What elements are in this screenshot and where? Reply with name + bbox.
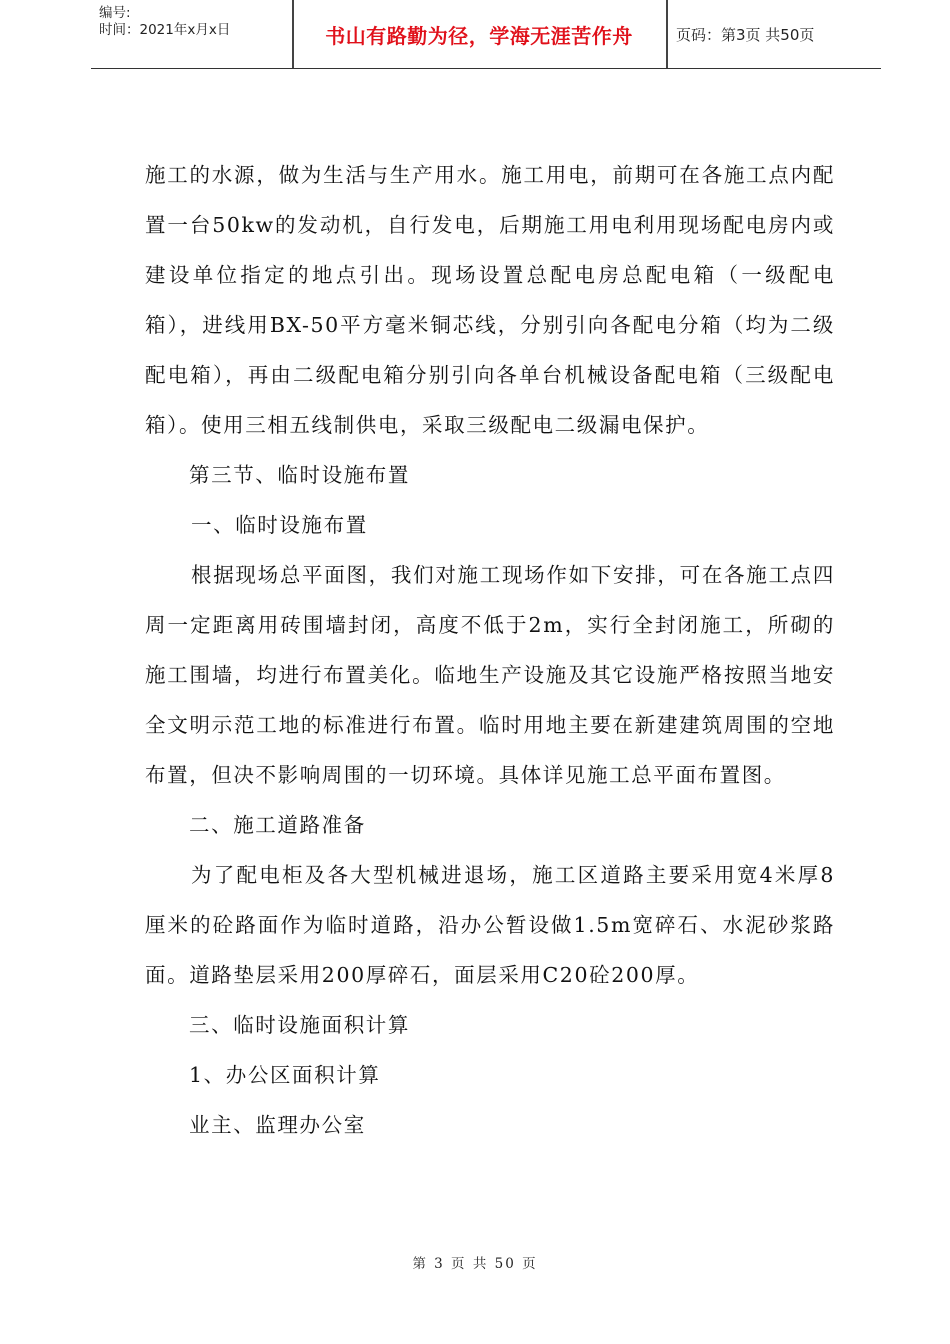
subsection-heading: 二、施工道路准备 — [189, 813, 366, 837]
header-page-info: 页码：第3页 共50页 — [676, 26, 815, 44]
item-text: 业主、监理办公室 — [189, 1113, 366, 1137]
paragraph-temporary-facilities: 根据现场总平面图，我们对施工现场作如下安排，可在各施工点四周一定距离用砖围墙封闭，高度不低于2m，实行全封闭施工，所砌的施工围墙，均进行布置美化。临地生产设施及其它设施严格按照当地安全文明示范工地的标准进行布置。临时用地主要在新建建筑周围的空地布置，但决不影响周围的一切环境。具体详见施工总平面布置图。 — [145, 563, 835, 787]
header-meta — [99, 5, 230, 39]
paragraph-power-supply: 施工的水源，做为生活与生产用水。施工用电，前期可在各施工点内配置一台50kw的发动机，自行发电，后期施工用电利用现场配电房内或建设单位指定的地点引出。现场设置总配电房总配电箱（一级配电箱），进线用BX-50平方毫米铜芯线，分别引向各配电分箱（均为二级配电箱），再由二级配电箱分别引向各单台机械设备配电箱（三级配电箱）。使用三相五线制供电，采取三级配电二级漏电保护。 — [145, 163, 835, 437]
item-heading: 1、办公区面积计算 — [189, 1063, 381, 1087]
header-motto: 书山有路勤为径，学海无涯苦作舟 — [325, 24, 633, 48]
page-footer: 第 3 页 共 50 页 — [412, 1256, 538, 1272]
subsection-heading: 一、临时设施布置 — [191, 513, 368, 537]
header-divider — [666, 0, 668, 68]
doc-number-label: 编号: — [99, 5, 131, 21]
paragraph-roads: 为了配电柜及各大型机械进退场，施工区道路主要采用宽4米厚8厘米的砼路面作为临时道路，沿办公暂设做1.5m宽碎石、水泥砂浆路面。道路垫层采用200厚碎石，面层采用C20砼200厚。 — [145, 863, 835, 987]
page-header — [91, 0, 881, 69]
section-heading: 第三节、临时设施布置 — [189, 463, 410, 487]
subsection-heading: 三、临时设施面积计算 — [189, 1013, 410, 1037]
document-body — [145, 150, 835, 1150]
doc-date-label: 时间：2021年x月x日 — [99, 22, 231, 38]
